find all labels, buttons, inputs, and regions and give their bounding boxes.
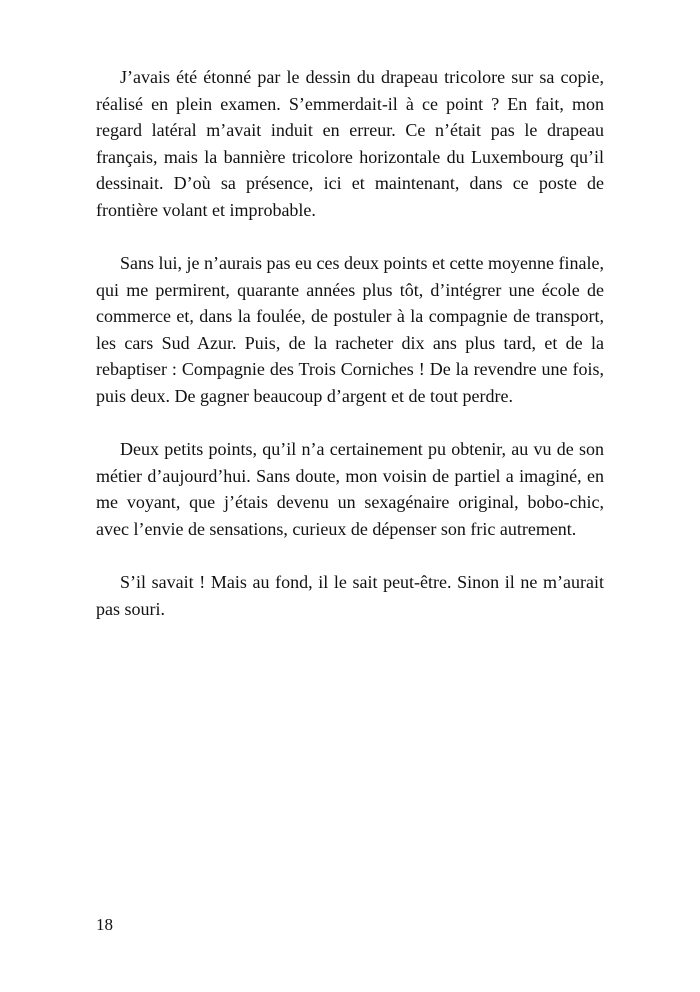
body-text	[96, 64, 604, 622]
paragraph-2: Sans lui, je n’aurais pas eu ces deux points et cette moyenne finale, qui me permirent, quarante années plus tôt, d’intégrer une école de commerce et, dans la foulée, de postuler à la compagnie de transport, les cars Sud Azur. Puis, de la racheter dix ans plus tard, et de la rebaptiser : Compagnie des Trois Corniches ! De la revendre une fois, puis deux. De gagner beaucoup d’argent et de tout perdre.	[96, 253, 604, 406]
page-number: 18	[96, 915, 113, 934]
paragraph-3: Deux petits points, qu’il n’a certainement pu obtenir, au vu de son métier d’aujourd’hui. Sans doute, mon voisin de partiel a imaginé, en me voyant, que j’étais devenu un sexagénaire original, bobo-chic, avec l’envie de sensations, curieux de dépenser son fric autrement.	[96, 439, 604, 539]
paragraph-4: S’il savait ! Mais au fond, il le sait peut-être. Sinon il ne m’aurait pas souri.	[96, 572, 604, 619]
paragraph-1: J’avais été étonné par le dessin du drapeau tricolore sur sa copie, réalisé en plein examen. S’emmerdait-il à ce point ? En fait, mon regard latéral m’avait induit en erreur. Ce n’était pas le drapeau français, mais la bannière tricolore horizontale du Luxembourg qu’il dessinait. D’où sa présence, ici et maintenant, dans ce poste de frontière volant et improbable.	[96, 67, 604, 220]
